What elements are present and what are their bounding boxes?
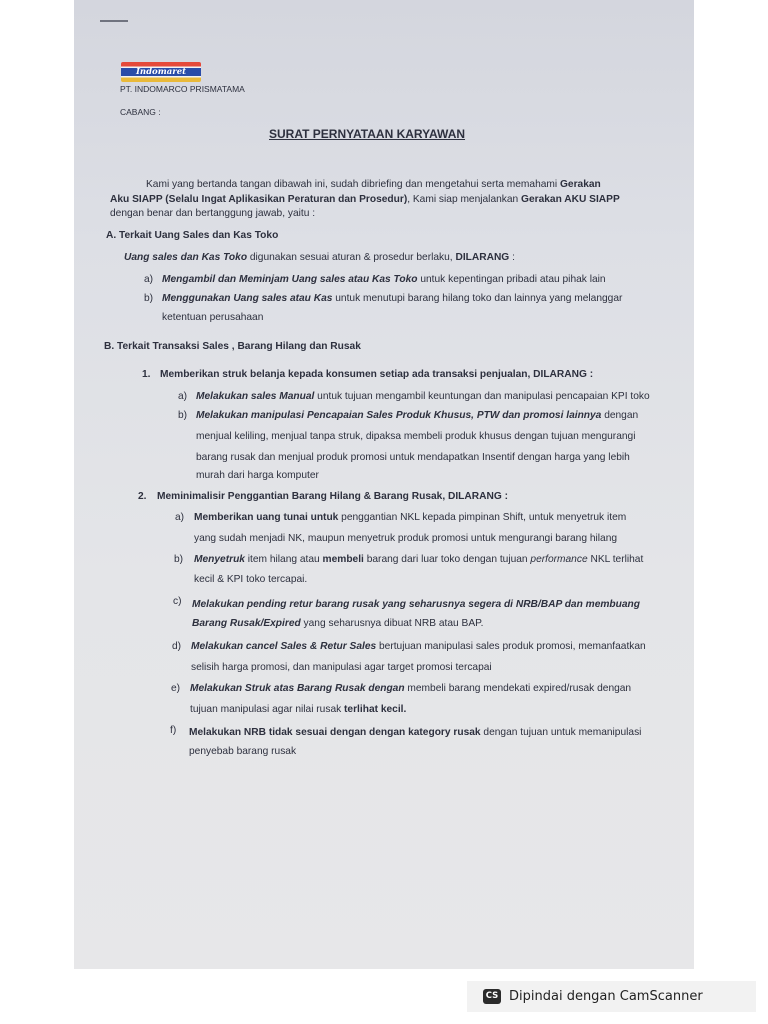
point-1-b bbox=[196, 409, 638, 422]
item-emphasis: Mengambil dan Meminjam Uang sales atau Kas Toko bbox=[162, 274, 418, 285]
point-2-f-marker: f) bbox=[170, 725, 177, 736]
item-emphasis: Barang Rusak/Expired bbox=[192, 618, 301, 629]
point-2-c-marker: c) bbox=[173, 596, 182, 607]
branch-label: CABANG : bbox=[120, 107, 161, 117]
item-text: dengan bbox=[601, 410, 639, 421]
point-2-a-line-2: yang sudah menjadi NK, maupun menyetruk produk promosi untuk mengurangi barang hilang bbox=[194, 533, 618, 544]
point-2-e-marker: e) bbox=[171, 683, 181, 694]
section-a-item-a-marker: a) bbox=[144, 274, 154, 285]
scan-mark bbox=[100, 20, 128, 22]
section-a-heading: A. Terkait Uang Sales dan Kas Toko bbox=[106, 230, 279, 241]
section-a-intro-bold: Uang sales dan Kas Toko bbox=[124, 252, 248, 263]
item-bold: Memberikan uang tunai untuk bbox=[194, 512, 339, 523]
camscanner-watermark bbox=[467, 981, 756, 1012]
item-bold: Melakukan NRB tidak sesuai dengan dengan kategory rusak bbox=[189, 727, 481, 738]
intro-bold: Gerakan AKU SIAPP bbox=[521, 194, 620, 205]
item-text: untuk menutupi barang hilang toko dan lainnya yang melanggar bbox=[332, 293, 623, 304]
item-text: NKL terlihat bbox=[587, 554, 644, 565]
point-2-b-marker: b) bbox=[174, 554, 184, 565]
point-2-c: Melakukan pending retur barang rusak yang seharusnya segera di NRB/BAP dan membuang bbox=[192, 599, 640, 610]
section-a-item-b-line-2: ketentuan perusahaan bbox=[162, 312, 264, 323]
point-2-f bbox=[189, 726, 641, 739]
item-emphasis: Melakukan Struk atas Barang Rusak dengan bbox=[190, 683, 405, 694]
item-text: untuk kepentingan pribadi atau pihak lain bbox=[417, 274, 606, 285]
section-a-item-b-marker: b) bbox=[144, 293, 154, 304]
item-emphasis: Melakukan manipulasi Pencapaian Sales Produk Khusus, PTW dan promosi lainnya bbox=[196, 410, 602, 421]
point-text-bold: Memberikan struk belanja kepada konsumen setiap ada transaksi penjualan, bbox=[160, 369, 534, 380]
item-emphasis: Melakukan sales Manual bbox=[196, 391, 315, 402]
point-2-d-line-2: selisih harga promosi, dan manipulasi agar target promosi tercapai bbox=[191, 662, 492, 673]
camscanner-icon: CS bbox=[483, 989, 501, 1004]
document-title: SURAT PERNYATAAN KARYAWAN bbox=[269, 127, 466, 141]
intro-text: , Kami siap menjalankan bbox=[407, 194, 522, 205]
point-2-a bbox=[194, 511, 626, 524]
item-text: yang seharusnya dibuat NRB atau BAP. bbox=[300, 618, 484, 629]
camscanner-text: Dipindai dengan CamScanner bbox=[509, 989, 703, 1004]
item-bold: terlihat kecil. bbox=[344, 704, 407, 715]
item-italic: performance bbox=[530, 554, 588, 565]
company-name: PT. INDOMARCO PRISMATAMA bbox=[120, 84, 245, 94]
intro-bold: Gerakan bbox=[560, 179, 601, 190]
intro-line-3: dengan benar dan bertanggung jawab, yaitu : bbox=[110, 208, 316, 219]
intro-line-1 bbox=[146, 178, 601, 191]
indomaret-logo bbox=[121, 62, 201, 82]
intro-text: Kami yang bertanda tangan dibawah ini, sudah dibriefing dan mengetahui serta memahami bbox=[146, 179, 560, 190]
point-text-bold: : bbox=[586, 369, 594, 380]
point-1-b-line-4: murah dari harga komputer bbox=[196, 470, 319, 481]
section-b-heading: B. Terkait Transaksi Sales , Barang Hilang dan Rusak bbox=[104, 341, 361, 352]
point-1-a-marker: a) bbox=[178, 391, 188, 402]
point-2-a-marker: a) bbox=[175, 512, 185, 523]
point-2-d bbox=[191, 640, 646, 653]
point-1-b-line-2: menjual keliling, menjual tanpa struk, dipaksa membeli produk khusus dengan tujuan mengurangi bbox=[196, 431, 636, 442]
section-a-item-b bbox=[162, 292, 622, 305]
section-a-intro-text: digunakan sesuai aturan & prosedur berlaku, bbox=[247, 252, 456, 263]
point-1-b-line-3: barang rusak dan menjual produk promosi untuk mendapatkan Insentif dengan harga yang lebih bbox=[196, 452, 630, 463]
section-a-intro-text: : bbox=[509, 252, 515, 263]
point-2-b bbox=[194, 553, 643, 566]
point-2-c-line-2 bbox=[192, 617, 483, 630]
document-sheet bbox=[74, 0, 694, 969]
section-a-item-a bbox=[162, 273, 606, 286]
item-text: untuk tujuan mengambil keuntungan dan manipulasi pencapaian KPI toko bbox=[314, 391, 650, 402]
intro-bold: Aku SIAPP (Selalu Ingat Aplikasikan Peraturan dan Prosedur) bbox=[110, 194, 408, 205]
item-text: item hilang atau bbox=[244, 554, 323, 565]
point-1-marker: 1. bbox=[142, 369, 151, 380]
point-2-marker: 2. bbox=[138, 491, 147, 502]
point-1-a bbox=[196, 390, 650, 403]
point-2-e-line-2 bbox=[190, 703, 406, 716]
item-text: barang dari luar toko dengan tujuan bbox=[363, 554, 531, 565]
item-text: penggantian NKL kepada pimpinan Shift, untuk menyetruk item bbox=[338, 512, 627, 523]
item-text: dengan tujuan untuk memanipulasi bbox=[480, 727, 642, 738]
item-text: tujuan manipulasi agar nilai rusak bbox=[190, 704, 345, 715]
item-text: membeli barang mendekati expired/rusak dengan bbox=[404, 683, 632, 694]
item-emphasis: Melakukan cancel Sales & Retur Sales bbox=[191, 641, 377, 652]
point-2-text: Meminimalisir Penggantian Barang Hilang & Barang Rusak, DILARANG : bbox=[157, 491, 508, 502]
logo-text: Indomaret bbox=[135, 67, 187, 77]
point-1-b-marker: b) bbox=[178, 410, 188, 421]
item-bold: membeli bbox=[322, 554, 364, 565]
intro-line-2 bbox=[110, 193, 620, 206]
point-2-b-line-2: kecil & KPI toko tercapai. bbox=[194, 574, 308, 585]
point-1-text bbox=[160, 368, 593, 381]
point-text-bold: DILARANG bbox=[533, 369, 587, 380]
point-2-d-marker: d) bbox=[172, 641, 182, 652]
item-emphasis: Menyetruk bbox=[194, 554, 245, 565]
section-a-intro bbox=[124, 251, 515, 264]
point-2-e bbox=[190, 682, 631, 695]
section-a-intro-bold: DILARANG bbox=[455, 252, 510, 263]
item-emphasis: Menggunakan Uang sales atau Kas bbox=[162, 293, 333, 304]
point-2-f-line-2: penyebab barang rusak bbox=[189, 746, 297, 757]
item-text: bertujuan manipulasi sales produk promosi, memanfaatkan bbox=[376, 641, 646, 652]
